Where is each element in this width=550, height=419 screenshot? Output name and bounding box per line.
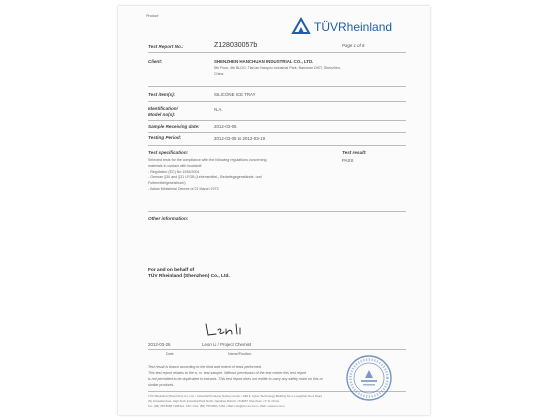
signoff-date: 2012-03-26 xyxy=(148,342,171,347)
signature xyxy=(202,320,246,340)
specification-line: - German §30 and §31 LFGB (Lebensmittel-, Bedarfsgegenstände- und xyxy=(148,175,262,180)
model-value: N.A. xyxy=(214,107,223,112)
specification-text xyxy=(148,158,266,193)
date-caption: Date xyxy=(166,352,174,356)
report-page xyxy=(118,6,430,415)
client-name: SHENZHEN HANCHUAN INDUSTRIAL CO., LTD. xyxy=(214,59,314,64)
test-items-value: SILICONE ICE TRAY xyxy=(214,92,256,97)
receiving-date-value: 2012-03-05 xyxy=(214,124,237,129)
test-result-value: PASS xyxy=(342,158,354,163)
other-information-label: Other information: xyxy=(148,216,189,221)
signoff-company: TÜV Rheinland (Shenzhen) Co., Ltd. xyxy=(148,274,230,279)
identification-label: Identification/ xyxy=(148,106,178,111)
test-result-label: Test result: xyxy=(342,150,367,155)
client-address-line1: 5th Floor, 4th BLDG, Tian'an Nanyou Industrial Park, Nanshan DIST, Shenzhen, xyxy=(214,66,341,70)
name-position-caption: Name/Position xyxy=(228,352,252,356)
brand-name: TÜVRheinland xyxy=(314,20,393,34)
client-label: Client: xyxy=(148,59,163,64)
product-tab: Product xyxy=(146,14,159,18)
disclaimer-line4: similar products. xyxy=(148,383,175,387)
specification-line: Selected tests for the compliance with the following regulations concerning xyxy=(148,158,267,162)
model-label: Model no(s): xyxy=(148,112,176,117)
testing-period-value: 2012-03-05 to 2012-03-19 xyxy=(214,136,266,141)
tuv-rheinland-logo xyxy=(290,16,402,36)
company-seal-stamp xyxy=(344,353,394,403)
specification-line: - Italian Ministerial Decree of 21 March 1973 xyxy=(148,186,219,191)
specification-line: - Regulation (EC) No 1935/2004 xyxy=(148,169,200,174)
signoff-line1: For and on behalf of xyxy=(148,268,195,273)
specification-line: materials in contact with foodstuff: xyxy=(148,163,203,168)
report-number-label: Test Report No.: xyxy=(148,44,184,49)
footer-address-line2: (N) Industrial Area, High-Tech Industrial Park North, Nanshan District • 518057 Shenzhen • P. R. China xyxy=(148,399,279,403)
specification-line: Futtermittelgesetzbuch) xyxy=(148,181,186,186)
page-indicator: Page 1 of 6 xyxy=(342,43,365,48)
disclaimer-line2: This test report relates to the a. m. test sample. Without permission of the test center this test report xyxy=(148,371,307,375)
test-specification-label: Test specification: xyxy=(148,150,189,155)
disclaimer-line3: is not permitted to be duplicated in extracts. This test report does not entitle to carry any safety mark on this or xyxy=(148,377,323,381)
footer-address-line3: Tel.: (86) 755 8268 7188 Ext. 122 • Fax: (86) 755 8601 7152 • Mail: info@shn.tuv.com • Web: www.tuv.com xyxy=(148,404,285,408)
test-items-label: Test item(s): xyxy=(148,92,176,97)
report-number: Z128030057b xyxy=(214,42,258,49)
client-address-line2: China xyxy=(214,72,224,76)
footer-address-line1: TÜV Rheinland (Shenzhen) Co. Ltd. • Industrial Products Testing Center • 6&8 F, Cyber Technology Building No.1, Langshan No.2 Road xyxy=(148,394,322,398)
receiving-date-label: Sample Receiving date: xyxy=(148,124,200,129)
signoff-signer: Leon Li / Project Chemist xyxy=(202,342,252,347)
testing-period-label: Testing Period: xyxy=(148,135,182,140)
disclaimer-line1: Test result is drawn according to the kind and extent of tests performed. xyxy=(148,365,262,369)
